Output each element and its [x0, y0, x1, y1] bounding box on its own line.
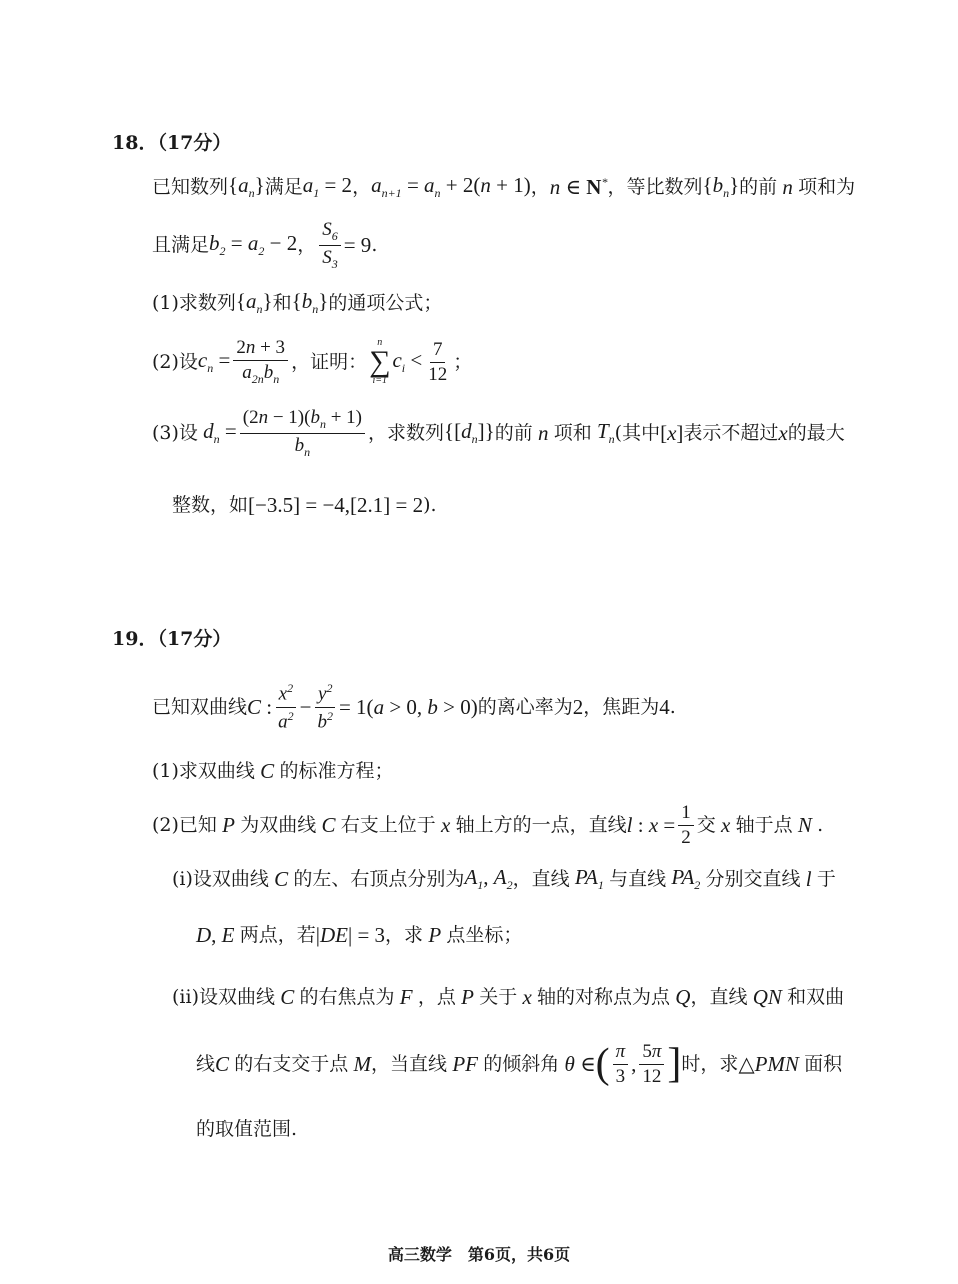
q19-part2-ii: [172, 982, 844, 1012]
math-frac-cn: $\frac{2n + 3}{a_{2n}b_n}$: [233, 338, 288, 385]
math-PA2: $PA_2$: [666, 864, 701, 893]
math-theta-in: θ ∈: [559, 1051, 596, 1076]
text: ，焦距为: [583, 695, 660, 718]
math-ci: $c_i$ <: [392, 347, 423, 376]
math-C: C :: [247, 694, 273, 719]
math-Tn: $T_n$: [591, 418, 615, 447]
text: 的倾斜角: [483, 1052, 560, 1075]
math-P: P: [216, 812, 241, 837]
math-C: C: [316, 812, 341, 837]
q18-line2: [152, 218, 377, 272]
math-C: C: [254, 758, 280, 783]
math-sum: n ∑ i=1: [369, 336, 391, 387]
math-set-an: $\{a_n\}$: [235, 288, 273, 317]
math-PF: PF: [447, 1051, 484, 1076]
q19-part1: [152, 756, 393, 786]
text: 的前: [494, 421, 533, 444]
text: 线: [196, 1052, 216, 1075]
text: ，求数列: [368, 421, 445, 444]
math-frac-pi-3: $\frac{\pi}{3}$: [613, 1042, 629, 1087]
text: ，等比数列: [607, 175, 703, 198]
math-QN: QN: [747, 984, 788, 1009]
math-minus: −: [299, 694, 312, 719]
text: 关于: [479, 985, 518, 1008]
text: ，证明：: [291, 350, 368, 373]
q18-part1: [152, 288, 442, 318]
math-l: l: [800, 866, 817, 891]
math-frac-y2b2: $\frac{y^2}{b^2}$: [314, 682, 336, 732]
math-C: C: [274, 984, 300, 1009]
q18-part3-cont: [172, 490, 437, 520]
math-triangle-PMN: △PMN: [738, 1051, 805, 1076]
math-set-floor-dn: $\{[d_n]\}$: [444, 418, 495, 447]
math-P: P: [455, 984, 480, 1009]
text: 和: [272, 291, 292, 314]
math-hyperbola-cond: = 1(a > 0, b > 0): [338, 694, 478, 719]
math-frac-5pi-12: $\frac{5\pi}{12}$: [639, 1042, 664, 1087]
text: 满足: [264, 175, 303, 198]
text: ).: [423, 493, 437, 516]
text: ，求: [385, 923, 424, 946]
math-x: x: [435, 812, 456, 837]
math-n-in-N: n ∈ N*: [549, 175, 608, 199]
text: ，当直线: [371, 1052, 448, 1075]
math-N: N: [792, 812, 818, 837]
text: 与直线: [609, 867, 667, 890]
math-comma: ,: [631, 1051, 637, 1076]
q19-header: 19．（17分）: [112, 628, 232, 650]
math-x: x: [778, 420, 788, 445]
text: 已知数列: [152, 175, 229, 198]
math-M: M: [348, 1051, 372, 1076]
text: (1)求数列: [152, 291, 236, 314]
text: (1)求双曲线: [152, 759, 255, 782]
q19-line1: [152, 678, 676, 736]
text: 的右焦点为: [299, 985, 395, 1008]
text: 两点，若: [239, 923, 316, 946]
math-dn: $d_n$ =: [197, 418, 237, 447]
math-frac-s6-s3: $\frac{S_6}{S_3}$: [319, 220, 341, 270]
text: 交: [696, 813, 716, 836]
math-n: n: [532, 420, 554, 445]
text: .: [371, 233, 378, 256]
text: (2)设: [152, 350, 198, 373]
q19-part2-i: [172, 864, 836, 894]
math-floor-example: [−3.5] = −4,[2.1] = 2: [248, 492, 424, 517]
math-frac-7-12: $\frac{7}{12}$: [428, 338, 448, 385]
text: 项和: [553, 421, 592, 444]
text: (ii)设双曲线: [172, 985, 275, 1008]
text: 为双曲线: [240, 813, 317, 836]
text: ，直线: [512, 867, 570, 890]
text: 的通项公式；: [328, 291, 443, 314]
text: ；: [453, 350, 473, 373]
text: ，直线: [690, 985, 748, 1008]
math-n: n: [777, 174, 799, 199]
math-floor-x: [x]: [660, 420, 684, 445]
math-set-bn: $\{b_n\}$: [291, 288, 329, 317]
text: (2)已知: [152, 813, 217, 836]
math-set-an: $\{a_n\}$: [228, 172, 265, 201]
text: .: [817, 813, 824, 836]
text: 轴的对称点为点: [537, 985, 671, 1008]
text: 于: [816, 867, 836, 890]
math-close-bracket: ]: [667, 1041, 682, 1087]
q19-part2: [152, 798, 823, 852]
text: (其中: [614, 421, 661, 444]
q19-part2-ii-end: [196, 1114, 297, 1144]
text: 轴上方的一点，直线: [455, 813, 627, 836]
page-footer: 高三数学 第6页，共6页: [387, 1245, 571, 1264]
math-C: C: [215, 1051, 235, 1076]
math-4: 4: [659, 694, 670, 719]
text: 项和为: [798, 175, 856, 198]
math-P: P: [423, 922, 447, 947]
text: 的取值范围.: [196, 1117, 298, 1140]
math-a1: $a_1 = 2$: [302, 172, 353, 201]
math-open-paren: (: [595, 1041, 610, 1087]
text: 时，求: [681, 1052, 739, 1075]
q19-part2-ii-cont: [196, 1034, 842, 1094]
math-frac-1-2: $\frac{1}{2}$: [678, 803, 694, 848]
text: 分别交直线: [705, 867, 801, 890]
text: ，点: [417, 985, 456, 1008]
text: .: [669, 695, 676, 718]
math-b2: $b_2 = a_2 - 2$: [209, 230, 298, 259]
text: 的右支交于点: [234, 1052, 349, 1075]
math-cn: $c_n$ =: [197, 347, 231, 376]
text: ，: [352, 175, 372, 198]
math-frac-x2a2: $\frac{x^2}{a^2}$: [275, 682, 297, 732]
text: 和双曲: [787, 985, 845, 1008]
math-frac-dn: $\frac{(2n - 1)(b_n + 1)}{b_n}$: [240, 408, 365, 458]
text: 的前: [739, 175, 778, 198]
text: 的最大: [787, 421, 845, 444]
text: 且满足: [152, 233, 210, 256]
text: 面积: [804, 1052, 843, 1075]
text: 的离心率为: [477, 695, 573, 718]
text: (3)设: [152, 421, 198, 444]
math-x: x: [715, 812, 736, 837]
math-set-bn: $\{b_n\}$: [702, 172, 740, 201]
q19-part2-i-cont: [196, 920, 522, 950]
text: ，: [297, 233, 317, 256]
math-line-l: l : x =: [626, 812, 676, 837]
text: 点坐标；: [446, 923, 523, 946]
text: 轴于点: [735, 813, 793, 836]
math-x: x: [517, 984, 538, 1009]
text: 的标准方程；: [279, 759, 394, 782]
text: ，: [530, 175, 550, 198]
q18-line1: [152, 172, 855, 202]
math-A1A2: $A_1$, $A_2$: [464, 864, 513, 893]
math-Q: Q: [670, 984, 691, 1009]
q18-part3: [152, 404, 845, 462]
text: 表示不超过: [683, 421, 779, 444]
math-recurrence: $a_{n+1} = a_n + 2(n + 1)$: [371, 172, 531, 201]
math-2: 2: [572, 694, 584, 719]
q18-header: 18．（17分）: [112, 132, 232, 154]
math-C: C: [268, 866, 294, 891]
text: 已知双曲线: [152, 695, 248, 718]
math-abs-DE: |DE| = 3: [315, 922, 386, 947]
math-F: F: [394, 984, 418, 1009]
text: 右支上位于: [340, 813, 436, 836]
math-eq9: = 9: [343, 232, 372, 257]
text: 的左、右顶点分别为: [293, 867, 465, 890]
q18-part2: [152, 334, 472, 390]
math-DE: D, E: [196, 922, 240, 947]
math-PA1: $PA_1$: [569, 864, 604, 893]
text: (i)设双曲线: [172, 867, 269, 890]
text: 整数，如: [172, 493, 249, 516]
